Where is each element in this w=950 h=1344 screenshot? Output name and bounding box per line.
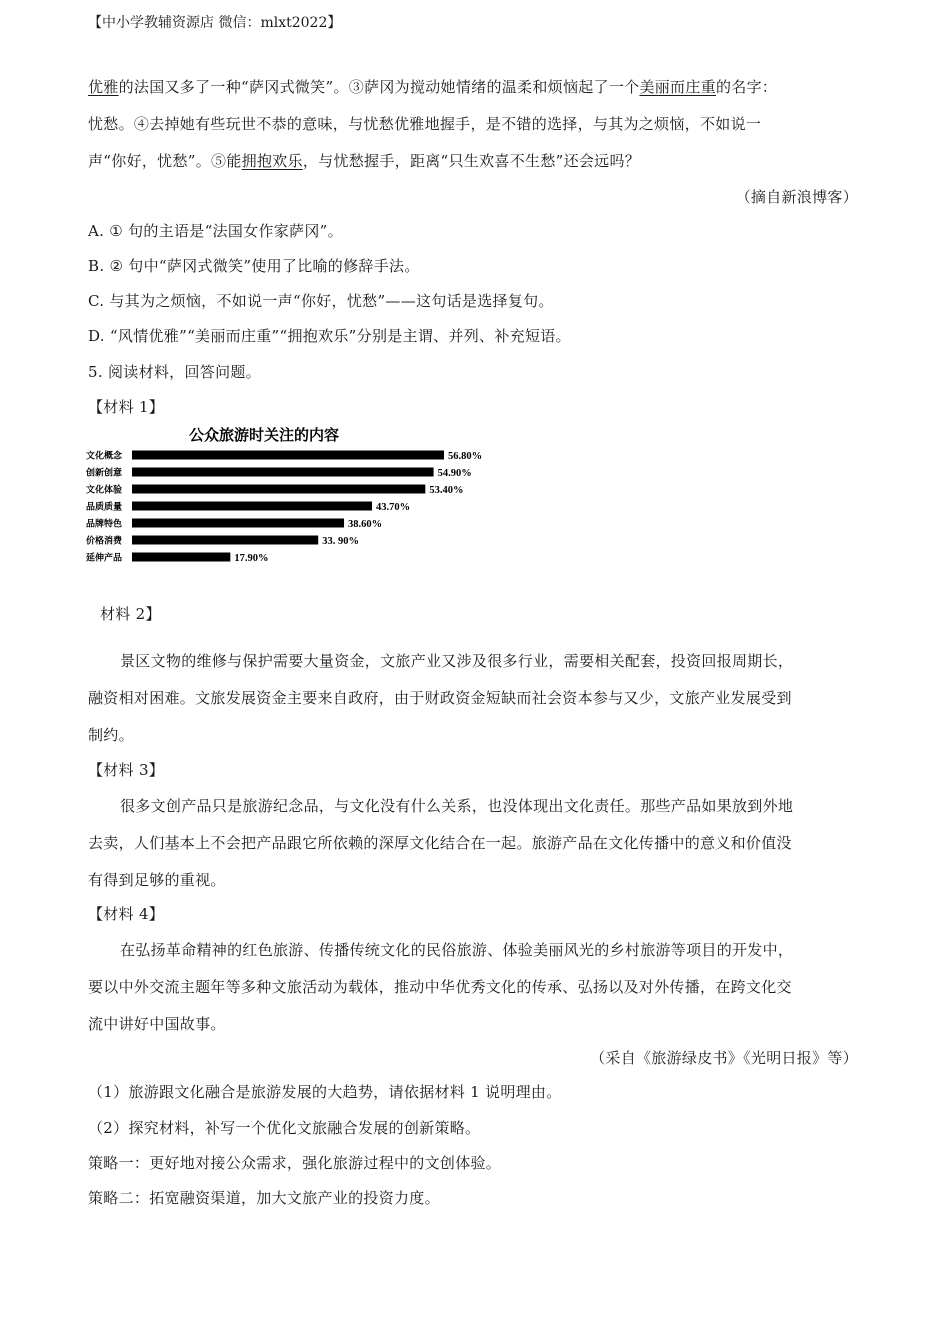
bar-chart-svg bbox=[84, 420, 504, 578]
bar bbox=[132, 536, 318, 545]
sub-question-2: （2）探究材料，补写一个优化文旅融合发展的创新策略。 bbox=[88, 1119, 481, 1137]
option-d: D. “风情优雅”“美丽而庄重”“拥抱欢乐”分别是主谓、并列、补充短语。 bbox=[88, 327, 571, 345]
sub-question-1: （1）旅游跟文化融合是旅游发展的大趋势，请依据材料 1 说明理由。 bbox=[88, 1083, 562, 1101]
page-header: 【中小学教辅资源店 微信：mlxt2022】 bbox=[88, 15, 342, 31]
strategy-1: 策略一：更好地对接公众需求，强化旅游过程中的文创体验。 bbox=[88, 1154, 502, 1172]
category-label: 创新创意 bbox=[86, 468, 123, 479]
material-1-label: 【材料 1】 bbox=[88, 398, 165, 416]
material-2-line-1: 景区文物的维修与保护需要大量资金，文旅产业又涉及很多行业，需要相关配套，投资回报周期长， bbox=[120, 652, 794, 670]
material-3-label: 【材料 3】 bbox=[88, 761, 165, 779]
category-label: 文化体验 bbox=[86, 485, 123, 496]
option-b: B. ② 句中“萨冈式微笑”使用了比喻的修辞手法。 bbox=[88, 257, 420, 275]
category-label: 文化概念 bbox=[86, 451, 123, 462]
question-5: 5. 阅读材料，回答问题。 bbox=[88, 363, 261, 381]
passage-line-2: 忧愁。④去掉她有些玩世不恭的意味，与忧愁优雅地握手，是不错的选择，与其为之烦恼，不如说一 bbox=[88, 115, 762, 133]
material-3-line-1: 很多文创产品只是旅游纪念品，与文化没有什么关系，也没体现出文化责任。那些产品如果放到外地 bbox=[120, 797, 794, 815]
material-2-line-3: 制约。 bbox=[88, 726, 134, 744]
value-label: 17.90% bbox=[234, 553, 269, 564]
bar bbox=[132, 553, 230, 562]
value-label: 56.80% bbox=[448, 451, 483, 462]
passage-line-3: 声“你好，忧愁”。⑤能拥抱欢乐，与忧愁握手，距离“只生欢喜不生愁”还会远吗？ bbox=[88, 152, 641, 170]
passage-line-1: 优雅的法国又多了一种“萨冈式微笑”。③萨冈为搅动她情绪的温柔和烦恼起了一个美丽而庄重的名字： bbox=[88, 78, 778, 96]
value-label: 43.70% bbox=[376, 502, 411, 513]
passage-source: （摘自新浪博客） bbox=[735, 188, 858, 206]
material-4-line-1: 在弘扬革命精神的红色旅游、传播传统文化的民俗旅游、体验美丽风光的乡村旅游等项目的开发中， bbox=[120, 941, 794, 959]
bar bbox=[132, 519, 344, 528]
value-label: 38.60% bbox=[348, 519, 383, 530]
category-label: 品牌特色 bbox=[86, 519, 123, 530]
material-4-line-2: 要以中外交流主题年等多种文旅活动为载体，推动中华优秀文化的传承、弘扬以及对外传播，在跨文化交 bbox=[88, 978, 792, 996]
bar-chart bbox=[84, 420, 504, 578]
materials-source: （采自《旅游绿皮书》《光明日报》等） bbox=[590, 1049, 858, 1067]
underlined-phrase: 优雅 bbox=[88, 78, 119, 96]
material-2-line-2: 融资相对困难。文旅发展资金主要来自政府，由于财政资金短缺而社会资本参与又少，文旅产业发展受到 bbox=[88, 689, 792, 707]
option-c: C. 与其为之烦恼，不如说一声“你好，忧愁”——这句话是选择复句。 bbox=[88, 292, 554, 310]
option-a: A. ① 句的主语是“法国女作家萨冈”。 bbox=[88, 222, 343, 240]
category-label: 价格消费 bbox=[86, 536, 123, 547]
category-label: 品质质量 bbox=[86, 502, 123, 513]
bar bbox=[132, 485, 425, 494]
category-label: 延伸产品 bbox=[86, 553, 123, 564]
chart-title: 公众旅游时关注的内容 bbox=[188, 426, 340, 444]
material-3-line-2: 去卖，人们基本上不会把产品跟它所依赖的深厚文化结合在一起。旅游产品在文化传播中的意义和价值没 bbox=[88, 834, 792, 852]
bar bbox=[132, 502, 372, 511]
material-4-line-3: 流中讲好中国故事。 bbox=[88, 1015, 226, 1033]
bar bbox=[132, 451, 444, 460]
value-label: 53.40% bbox=[429, 485, 464, 496]
bar bbox=[132, 468, 434, 477]
strategy-2: 策略二：拓宽融资渠道，加大文旅产业的投资力度。 bbox=[88, 1189, 440, 1207]
material-3-line-3: 有得到足够的重视。 bbox=[88, 871, 226, 889]
value-label: 33. 90% bbox=[322, 536, 359, 547]
value-label: 54.90% bbox=[437, 468, 472, 479]
underlined-phrase: 美丽而庄重 bbox=[639, 78, 716, 96]
underlined-phrase: 拥抱欢乐 bbox=[241, 152, 303, 170]
material-2-label: 材料 2】 bbox=[100, 605, 161, 623]
material-4-label: 【材料 4】 bbox=[88, 905, 165, 923]
